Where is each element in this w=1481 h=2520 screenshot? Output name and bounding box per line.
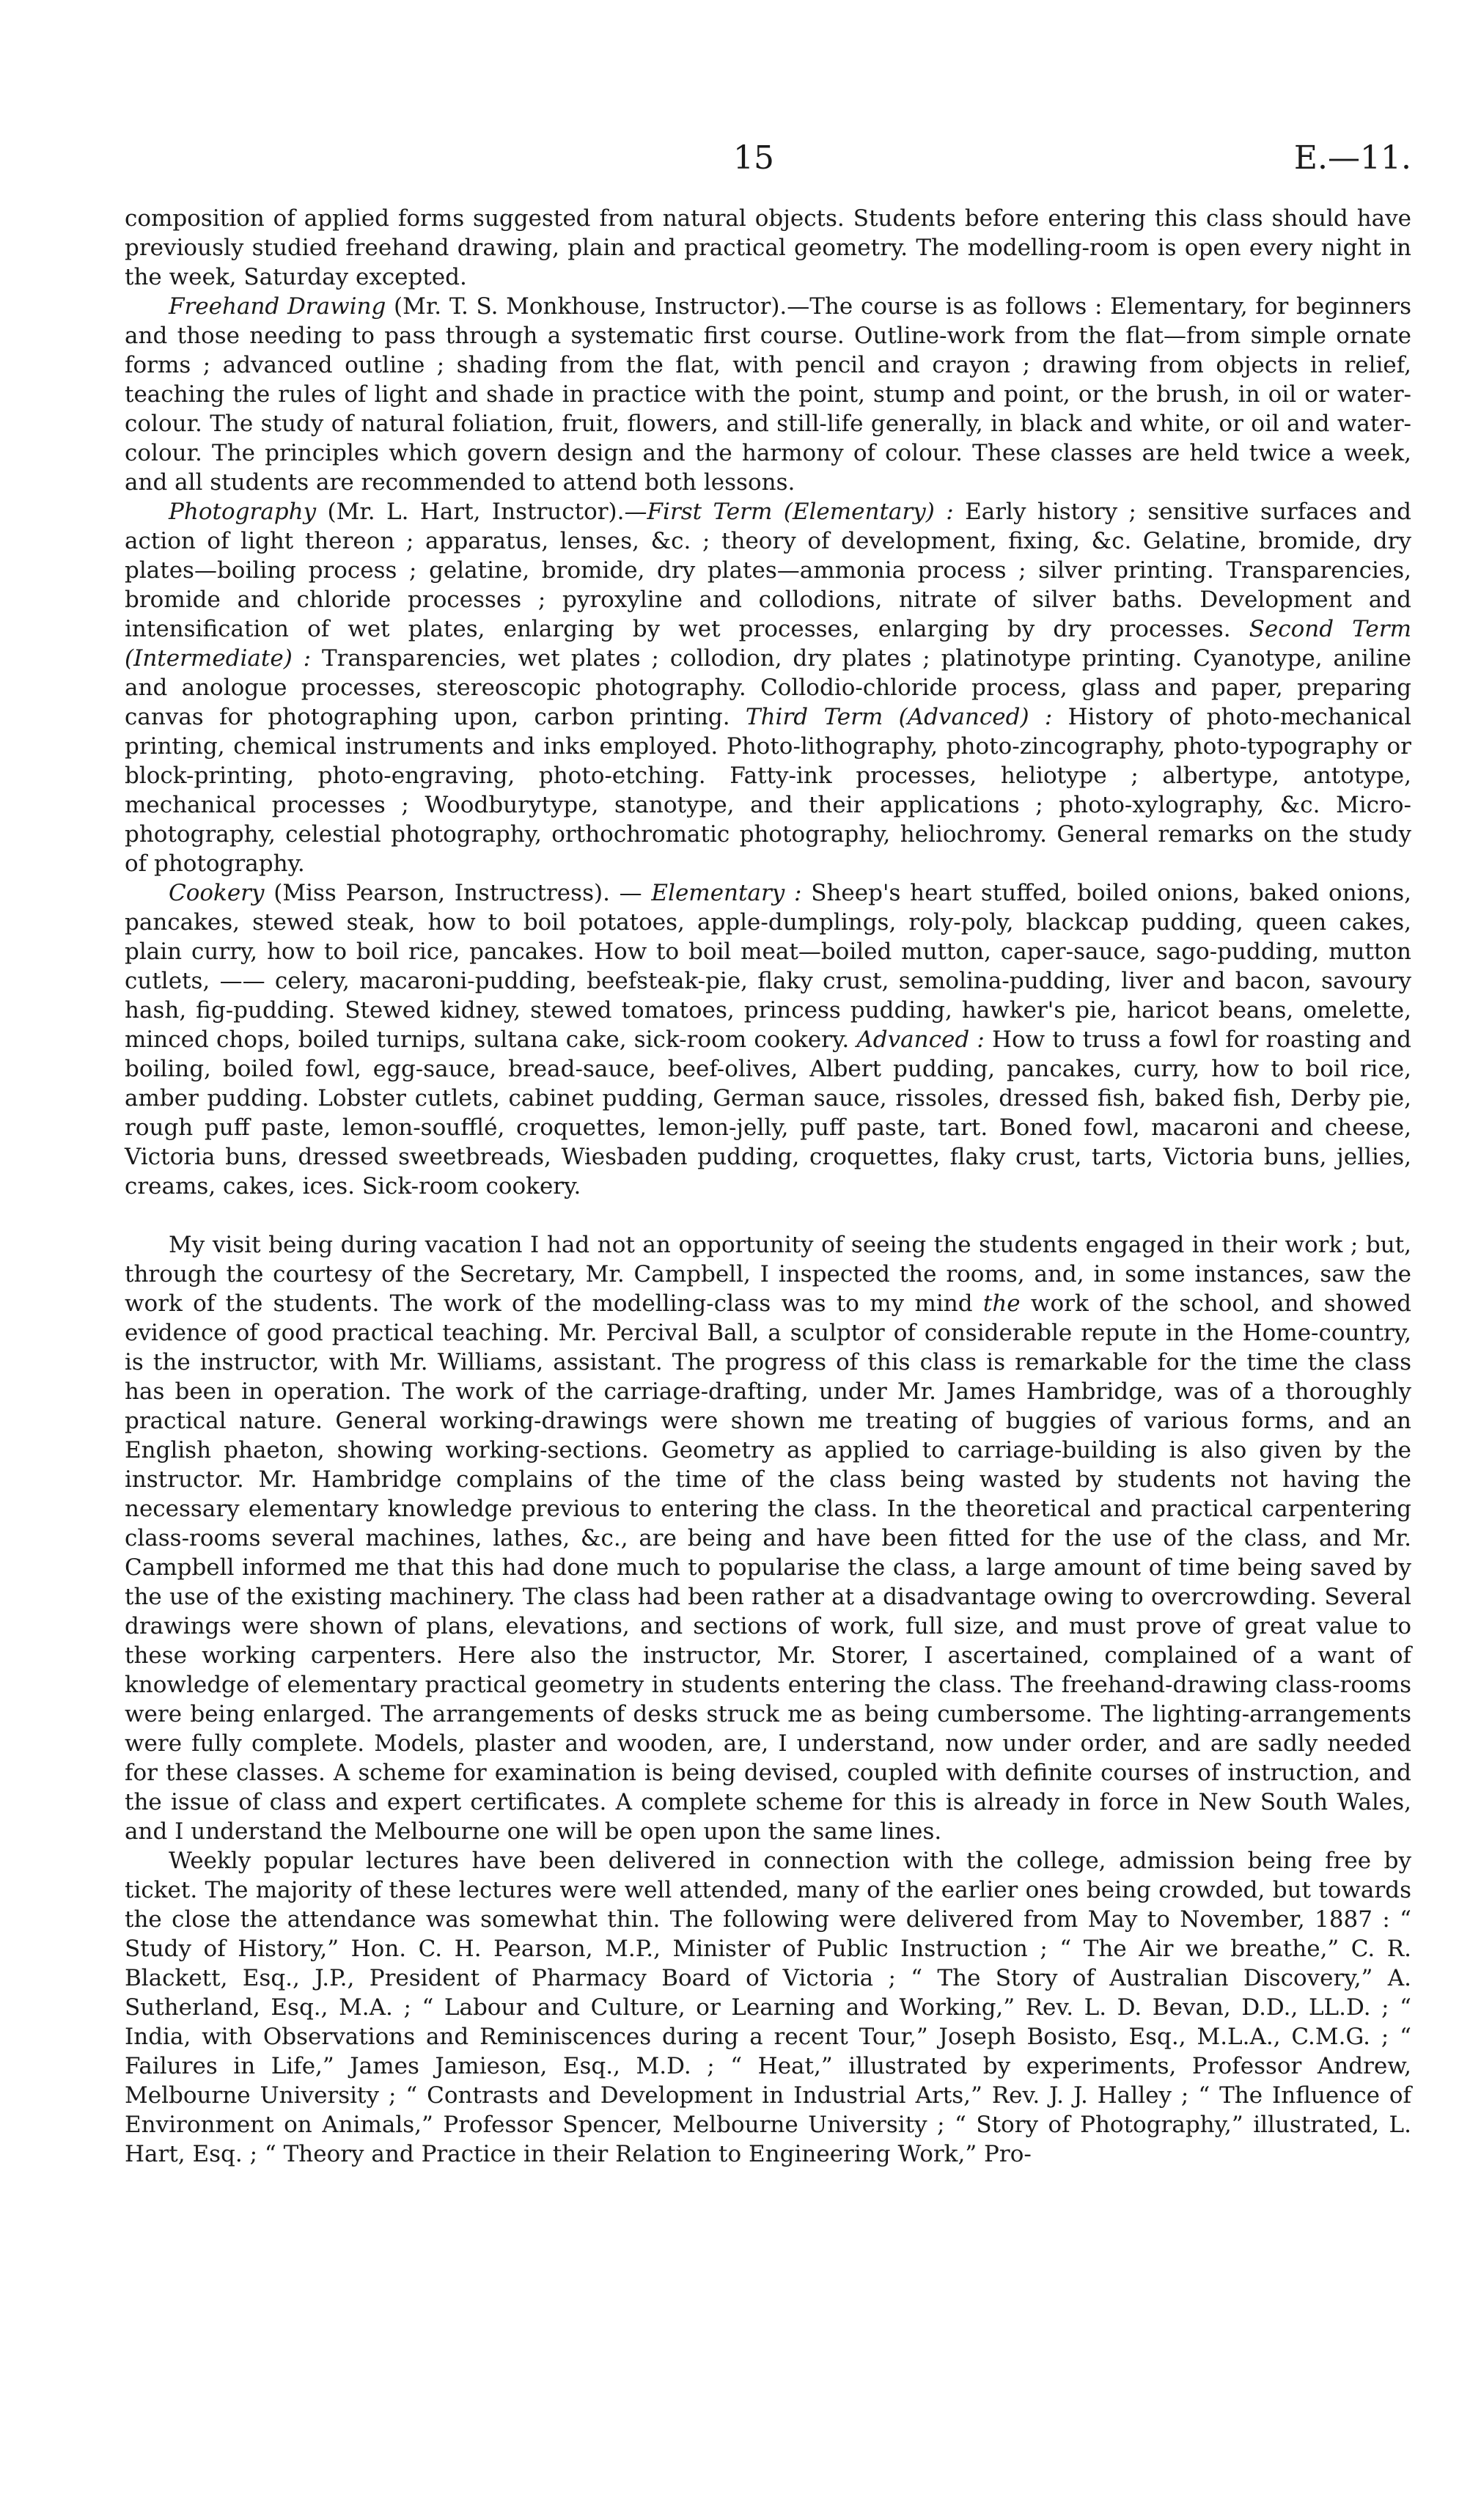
advanced-label: Advanced : [856, 1026, 985, 1053]
photography-paragraph: Photography (Mr. L. Hart, Instructor).—First Term (Elementary) : Early history ; sensitive surfaces and action of light thereon ; apparatus, lenses, &c. ; theory of development, fixing, &c. Gelatine, bromide, dry plates—boiling process ; gelatine, bromide, dry plates—ammonia process ; silver printing. Transparencies, bromide and chloride processes ; pyroxyline and collodions, nitrate of silver baths. Development and intensification of wet plates, enlarging by wet processes, enlarging by dry processes. Second Term (Intermediate) : Transparencies, wet plates ; collodion, dry plates ; platinotype printing. Cyanotype, aniline and anologue processes, stereoscopic photography. Collodio-chloride process, glass and paper, preparing canvas for photographing upon, carbon printing. Third Term (Advanced) : History of photo-mechanical printing, chemical instruments and inks employed. Photo-lithography, photo-zincography, photo-typography or block-printing, photo-engraving, photo-etching. Fatty-ink processes, heliotype ; albertype, antotype, mechanical processes ; Woodburytype, stanotype, and their applications ; photo-xylography, &c. Micro-photography, celestial photography, orthochromatic photography, heliochromy. General remarks on the study of photography. [125, 499, 1412, 877]
emphasis-the: the [982, 1290, 1021, 1317]
page-header [125, 139, 1411, 183]
first-term-label: First Term (Elementary) : [647, 499, 954, 525]
elementary-label: Elementary : [651, 880, 802, 906]
cookery-paragraph: Cookery (Miss Pearson, Instructress). — Elementary : Sheep's heart stuffed, boiled onions, baked onions, pancakes, stewed steak, how to boil potatoes, apple-dumplings, roly-poly, blackcap pudding, queen cakes, plain curry, how to boil rice, pancakes. How to boil meat—boiled mutton, caper-sauce, sago-pudding, mutton cutlets, —— celery, macaroni-pudding, beefsteak-pie, flaky crust, semolina-pudding, liver and bacon, savoury hash, fig-pudding. Stewed kidney, stewed tomatoes, princess pudding, hawker's pie, haricot beans, omelette, minced chops, boiled turnips, sultana cake, sick-room cookery. Advanced : How to truss a fowl for roasting and boiling, boiled fowl, egg-sauce, bread-sauce, beef-olives, Albert pudding, pancakes, curry, how to boil rice, amber pudding. Lobster cutlets, cabinet pudding, German sauce, rissoles, dressed fish, baked fish, Derby pie, rough puff paste, lemon-soufflé, croquettes, lemon-jelly, puff paste, tart. Boned fowl, macaroni and cheese, Victoria buns, dressed sweetbreads, Wiesbaden pudding, croquettes, flaky crust, tarts, Victoria buns, jellies, creams, cakes, ices. Sick-room cookery. [125, 880, 1411, 1200]
document-reference: E.—11. [1293, 139, 1411, 177]
document-page [125, 139, 1411, 2169]
modelling-paragraph: composition of applied forms suggested from natural objects. Students before entering this class should have previously studied freehand drawing, plain and practical geometry. The modelling-room is open every night in the week, Saturday excepted. [125, 205, 1411, 290]
photography-label: Photography [169, 499, 317, 525]
lectures-paragraph: Weekly popular lectures have been delivered in connection with the college, admission being free by ticket. The majority of these lectures were well attended, many of the earlier ones being crowded, but towards the close the attendance was somewhat thin. The following were delivered from May to November, 1887 : “ Study of History,” Hon. C. H. Pearson, M.P., Minister of Public Instruction ; “ The Air we breathe,” C. R. Blackett, Esq., J.P., President of Pharmacy Board of Victoria ; “ The Story of Australian Discovery,” A. Sutherland, Esq., M.A. ; “ Labour and Culture, or Learning and Working,” Rev. L. D. Bevan, D.D., LL.D. ; “ India, with Observations and Reminiscences during a recent Tour,” Joseph Bosisto, Esq., M.L.A., C.M.G. ; “ Failures in Life,” James Jamieson, Esq., M.D. ; “ Heat,” illustrated by experiments, Professor Andrew, Melbourne University ; “ Contrasts and Development in Industrial Arts,” Rev. J. J. Halley ; “ The Influence of Environment on Animals,” Professor Spencer, Melbourne University ; “ Story of Photography,” illustrated, L. Hart, Esq. ; “ Theory and Practice in their Relation to Engineering Work,” Pro- [125, 1848, 1411, 2167]
second-term-label: Second Term (Intermediate) : [125, 616, 1411, 672]
page-number: 15 [733, 139, 774, 177]
freehand-paragraph: Freehand Drawing (Mr. T. S. Monkhouse, Instructor).—The course is as follows : Elementary, for beginners and those needing to pass through a systematic first course. Outline-work from the flat—from simple ornate forms ; advanced outline ; shading from the flat, with pencil and crayon ; drawing from objects in relief, teaching the rules of light and shade in practice with the point, stump and point, or the brush, in oil or water-colour. The study of natural foliation, fruit, flowers, and still-life generally, in black and white, or oil and water-colour. The principles which govern design and the harmony of colour. These classes are held twice a week, and all students are recommended to attend both lessons. [125, 293, 1411, 496]
cookery-label: Cookery [169, 880, 265, 906]
third-term-label: Third Term (Advanced) : [745, 704, 1053, 730]
page-body [125, 204, 1411, 2169]
freehand-label: Freehand Drawing [169, 293, 386, 320]
visit-paragraph: My visit being during vacation I had not an opportunity of seeing the students engaged in their work ; but, through the courtesy of the Secretary, Mr. Campbell, I inspected the rooms, and, in some instances, saw the work of the students. The work of the modelling-class was to my mind the work of the school, and showed evidence of good practical teaching. Mr. Percival Ball, a sculptor of considerable repute in the Home-country, is the instructor, with Mr. Williams, assistant. The progress of this class is remarkable for the time the class has been in operation. The work of the carriage-drafting, under Mr. James Hambridge, was of a thoroughly practical nature. General working-drawings were shown me treating of buggies of various forms, and an English phaeton, showing working-sections. Geometry as applied to carriage-building is also given by the instructor. Mr. Hambridge complains of the time of the class being wasted by students not having the necessary elementary knowledge previous to entering the class. In the theoretical and practical carpentering class-rooms several machines, lathes, &c., are being and have been fitted for the use of the class, and Mr. Campbell informed me that this had done much to popularise the class, a large amount of time being saved by the use of the existing machinery. The class had been rather at a disadvantage owing to overcrowding. Several drawings were shown of plans, elevations, and sections of work, full size, and must prove of great value to these working carpenters. Here also the instructor, Mr. Storer, I ascertained, complained of a want of knowledge of elementary practical geometry in students entering the class. The freehand-drawing class-rooms were being enlarged. The arrangements of desks struck me as being cumbersome. The lighting-arrangements were fully complete. Models, plaster and wooden, are, I understand, now under order, and are sadly needed for these classes. A scheme for examination is being devised, coupled with definite courses of instruction, and the issue of class and expert certificates. A complete scheme for this is already in force in New South Wales, and I understand the Melbourne one will be open upon the same lines. [125, 1232, 1411, 1845]
